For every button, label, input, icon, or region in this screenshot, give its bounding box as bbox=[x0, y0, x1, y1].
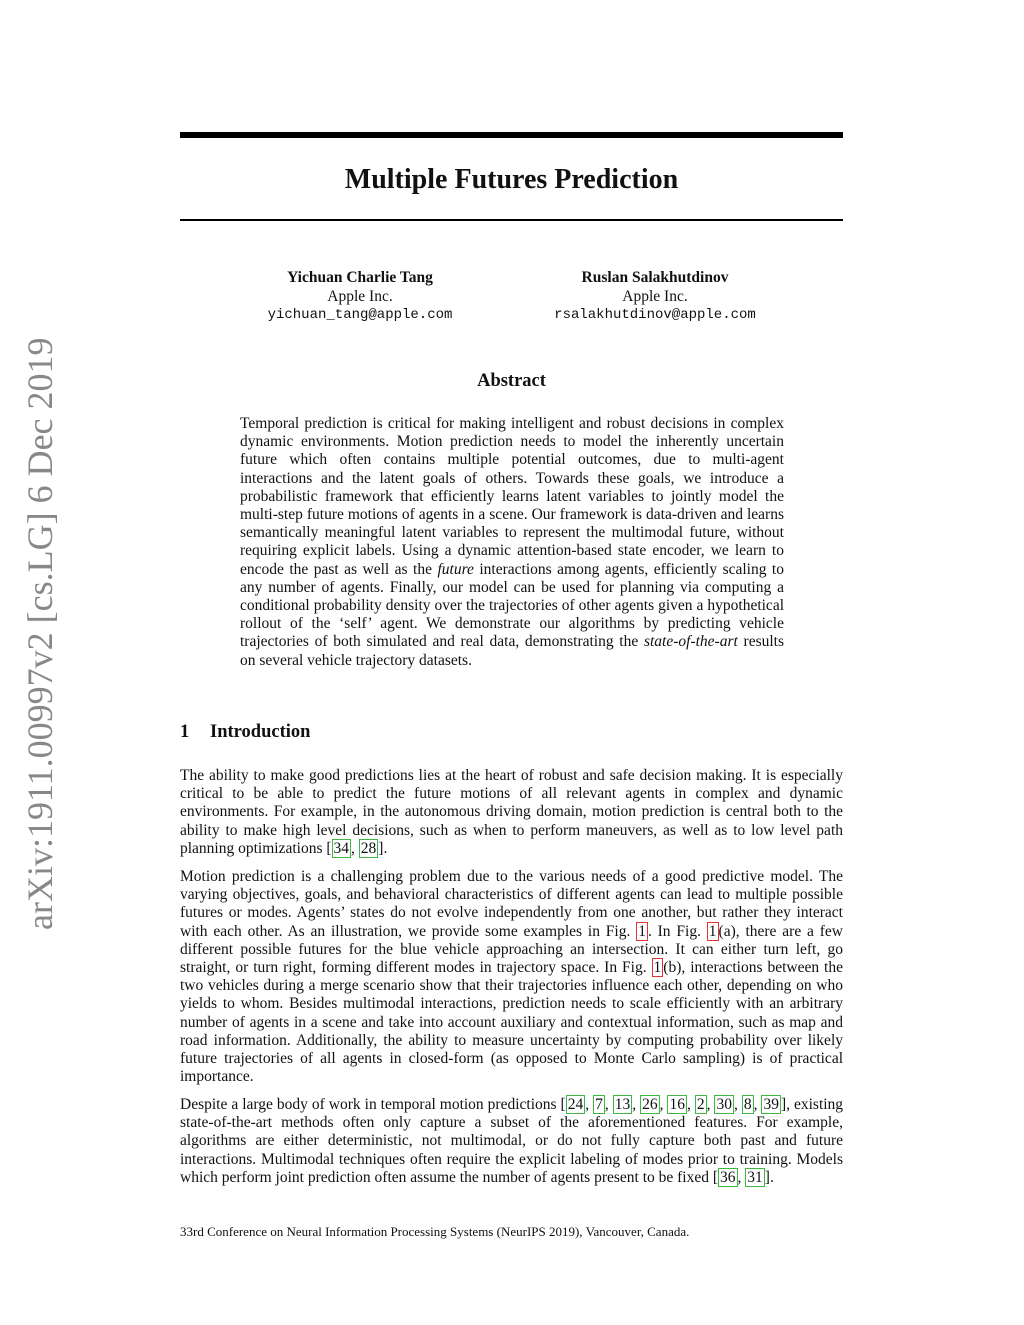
abstract-body: Temporal prediction is critical for making intelligent and robust decisions in complex dynamic environments. Motion prediction needs to model the inherently uncertain future which often contains multiple potential outcomes, due to multi-agent interactions and the latent goals of others. Towards these goals, we introduce a probabilistic framework that efficiently learns latent variables to jointly model the multi-step future motions of agents in a scene. Our framework is data-driven and learns semantically meaningful latent variables to represent the multimodal future, without requiring explicit labels. Using a dynamic attention-based state encoder, we learn to encode the past as well as the future interactions among agents, efficiently scaling to any number of agents. Finally, our model can be used for planning via computing a conditional probability density over the trajectories of other agents given a hypothetical rollout of the ‘self’ agent. We demonstrate our algorithms by predicting vehicle trajectories of both simulated and real data, demonstrating the state-of-the-art results on several vehicle trajectory datasets. bbox=[240, 415, 784, 669]
citation-link[interactable]: 28 bbox=[360, 839, 377, 857]
section-title: Introduction bbox=[210, 722, 311, 742]
citation-link[interactable]: 2 bbox=[696, 1096, 705, 1113]
author-email: yichuan_tang@apple.com bbox=[267, 307, 453, 323]
title-bottom-rule bbox=[180, 219, 843, 221]
intro-paragraph-1: The ability to make good predictions lies at the heart of robust and safe decision making. It is especially critical to be able to predict the future motions of all relevant agents in complex and dynamic environments. For example, in the autonomous driving domain, motion prediction is central both to the ability to make high level decisions, such as when to perform maneuvers, as well as to low level path planning optimizations [ 34 , 28 ]. bbox=[180, 767, 843, 857]
author-affiliation: Apple Inc. bbox=[327, 288, 393, 305]
citation-link[interactable]: 36 bbox=[720, 1168, 736, 1186]
paper-title: Multiple Futures Prediction bbox=[344, 164, 679, 195]
section-heading bbox=[180, 719, 843, 745]
intro-paragraph-2: Motion prediction is a challenging problem due to the various needs of a good predictive model. The varying objectives, goals, and behavioral characteristics of different agents can lead to multiple possible futures or modes. Agents’ states do not evolve independently from one another, but rather they interact with each other. As an illustration, we provide some examples in Fig. 1 . In Fig. 1 (a), there are a few different possible futures for the blue vehicle approaching an intersection. It can either turn left, go straight, or turn right, forming different modes in trajectory space. In Fig. 1 (b), interactions between the two vehicles during a merge scenario show that their trajectories influence each other, depending on who yields to whom. Besides multimodal interactions, prediction needs to scale efficiently with an arbitrary number of agents in a scene and take into account auxiliary and contextual information, such as map and road information. Additionally, the ability to measure uncertainty by computing probability over likely future trajectories of all agents in closed-form (as opposed to Monte Carlo sampling) is of practical importance. bbox=[180, 868, 843, 1086]
citation-link[interactable]: 31 bbox=[747, 1168, 763, 1186]
citation-link[interactable]: 13 bbox=[614, 1096, 631, 1113]
citation-link[interactable]: 24 bbox=[567, 1096, 584, 1113]
author-block bbox=[505, 268, 805, 325]
citation-link[interactable]: 39 bbox=[763, 1096, 779, 1113]
author-email: rsalakhutdinov@apple.com bbox=[554, 307, 756, 323]
figure-reference-link[interactable]: 1 bbox=[708, 922, 717, 940]
conference-footnote: 33rd Conference on Neural Information Processing Systems (NeurIPS 2019), Vancouver, Canada. bbox=[180, 1224, 690, 1239]
citation-link[interactable]: 8 bbox=[743, 1096, 752, 1113]
citation-list: 24 , 7 , 13 , 26 , 16 , 2 , 30 , 8 , 39 bbox=[567, 1096, 779, 1113]
title-top-rule bbox=[180, 132, 843, 138]
author-name: Ruslan Salakhutdinov bbox=[581, 269, 729, 286]
citation-list: 36 , 31 bbox=[720, 1168, 763, 1186]
figure-reference-link[interactable]: 1 bbox=[653, 959, 662, 977]
author-name: Yichuan Charlie Tang bbox=[287, 269, 433, 286]
citation-link[interactable]: 26 bbox=[642, 1096, 658, 1113]
citation-link[interactable]: 16 bbox=[669, 1096, 685, 1113]
author-block bbox=[210, 268, 510, 325]
citation-link[interactable]: 34 bbox=[333, 839, 350, 857]
citation-link[interactable]: 30 bbox=[716, 1096, 732, 1113]
section-number: 1 bbox=[180, 722, 190, 742]
author-affiliation: Apple Inc. bbox=[622, 288, 688, 305]
figure-reference-link[interactable]: 1 bbox=[638, 922, 646, 940]
abstract-heading: Abstract bbox=[477, 371, 546, 391]
intro-paragraph-3: Despite a large body of work in temporal motion predictions [ 24 , 7 , 13 , 26 , 16 , 2 , 30 , 8 , 39 ], existing state-of-the-art methods often only capture a subset of the aforementioned features. For example, algorithms are either deterministic, not multimodal, or do not fully capture both past and future interactions. Multimodal techniques often require the explicit labeling of modes prior to training. Models which perform joint prediction often assume the number of agents present to be fixed [ 36 , 31 ]. bbox=[180, 1096, 844, 1186]
arxiv-identifier-stamp: arXiv:1911.00997v2 [cs.LG] 6 Dec 2019 bbox=[20, 337, 60, 930]
citation-link[interactable]: 7 bbox=[595, 1096, 603, 1113]
